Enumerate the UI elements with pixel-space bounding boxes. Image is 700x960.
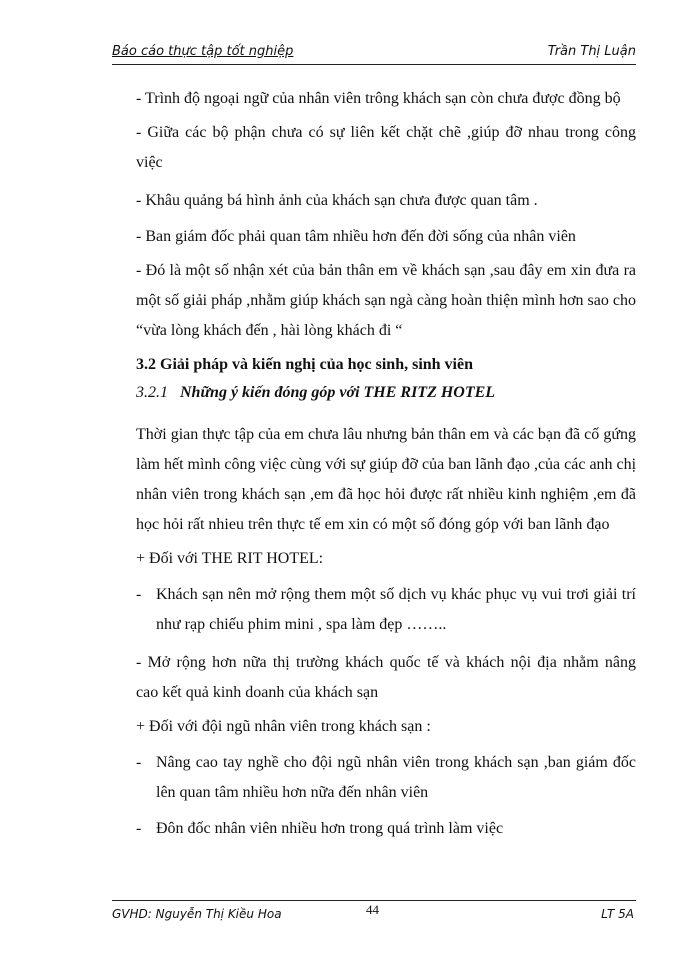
paragraph: - Mở rộng hơn nữa thị trường khách quốc tế và khách nội địa nhằm nâng cao kết quả kinh doanh của khách sạn bbox=[136, 654, 636, 701]
footer-class: LT 5A bbox=[601, 907, 634, 921]
page-header bbox=[112, 40, 636, 65]
bullet-item: + Đối với THE RIT HOTEL: bbox=[136, 550, 324, 567]
page-number: 44 bbox=[366, 902, 379, 917]
paragraph: - Giữa các bộ phận chưa có sự liên kết chặt chẽ ,giúp đỡ nhau trong công việc bbox=[136, 124, 636, 171]
list-item: Nâng cao tay nghề cho đội ngũ nhân viên trong khách sạn ,ban giám đốc lên quan tâm nhiều hơn nữa đến nhân viên bbox=[156, 754, 636, 801]
paragraph: - Trình độ ngoại ngữ của nhân viên trông khách sạn còn chưa được đồng bộ bbox=[136, 90, 621, 107]
paragraph: Thời gian thực tập của em chưa lâu nhưng bản thân em và các bạn đã cố gứng làm hết mình công việc cùng với sự giúp đỡ của ban lãnh đạo ,của các anh chị nhân viên trong khách sạn ,em đã học hỏi được rất nhiều kinh nghiệm ,em đã học hỏi rất nhieu trên thực tế em xin có một số đóng góp với ban lãnh đạo bbox=[136, 426, 637, 533]
list-dash: - bbox=[136, 586, 142, 603]
header-report-title: Báo cáo thực tập tốt nghiệp bbox=[112, 44, 294, 59]
section-heading: 3.2 Giải pháp và kiến nghị của học sinh, sinh viên bbox=[136, 356, 473, 373]
paragraph: - Khâu quảng bá hình ảnh của khách sạn chưa được quan tâm . bbox=[136, 192, 538, 209]
paragraph: - Ban giám đốc phải quan tâm nhiều hơn đến đời sống của nhân viên bbox=[136, 228, 576, 245]
subsection-heading: 3.2.1 Những ý kiến đóng góp với THE RITZ HOTEL bbox=[136, 384, 496, 401]
header-author: Trần Thị Luận bbox=[547, 44, 636, 59]
page-footer bbox=[112, 900, 636, 923]
list-dash: - bbox=[136, 754, 142, 771]
footer-advisor: GVHD: Nguyễn Thị Kiều Hoa bbox=[112, 907, 282, 921]
bullet-item: + Đối với đội ngũ nhân viên trong khách sạn : bbox=[136, 718, 431, 735]
paragraph: - Đó là một số nhận xét của bản thân em về khách sạn ,sau đây em xin đưa ra một số giải pháp ,nhằm giúp khách sạn ngà càng hoàn thiện mình hơn sao cho “vừa lòng khách đến , hài lòng khách đi “ bbox=[136, 262, 636, 339]
list-item: Đôn đốc nhân viên nhiều hơn trong quá trình làm việc bbox=[156, 820, 504, 837]
list-item: Khách sạn nên mở rộng them một số dịch vụ khác phục vụ vui trơi giải trí như rạp chiếu phim mini , spa làm đẹp …….. bbox=[156, 586, 636, 633]
list-dash: - bbox=[136, 820, 142, 837]
